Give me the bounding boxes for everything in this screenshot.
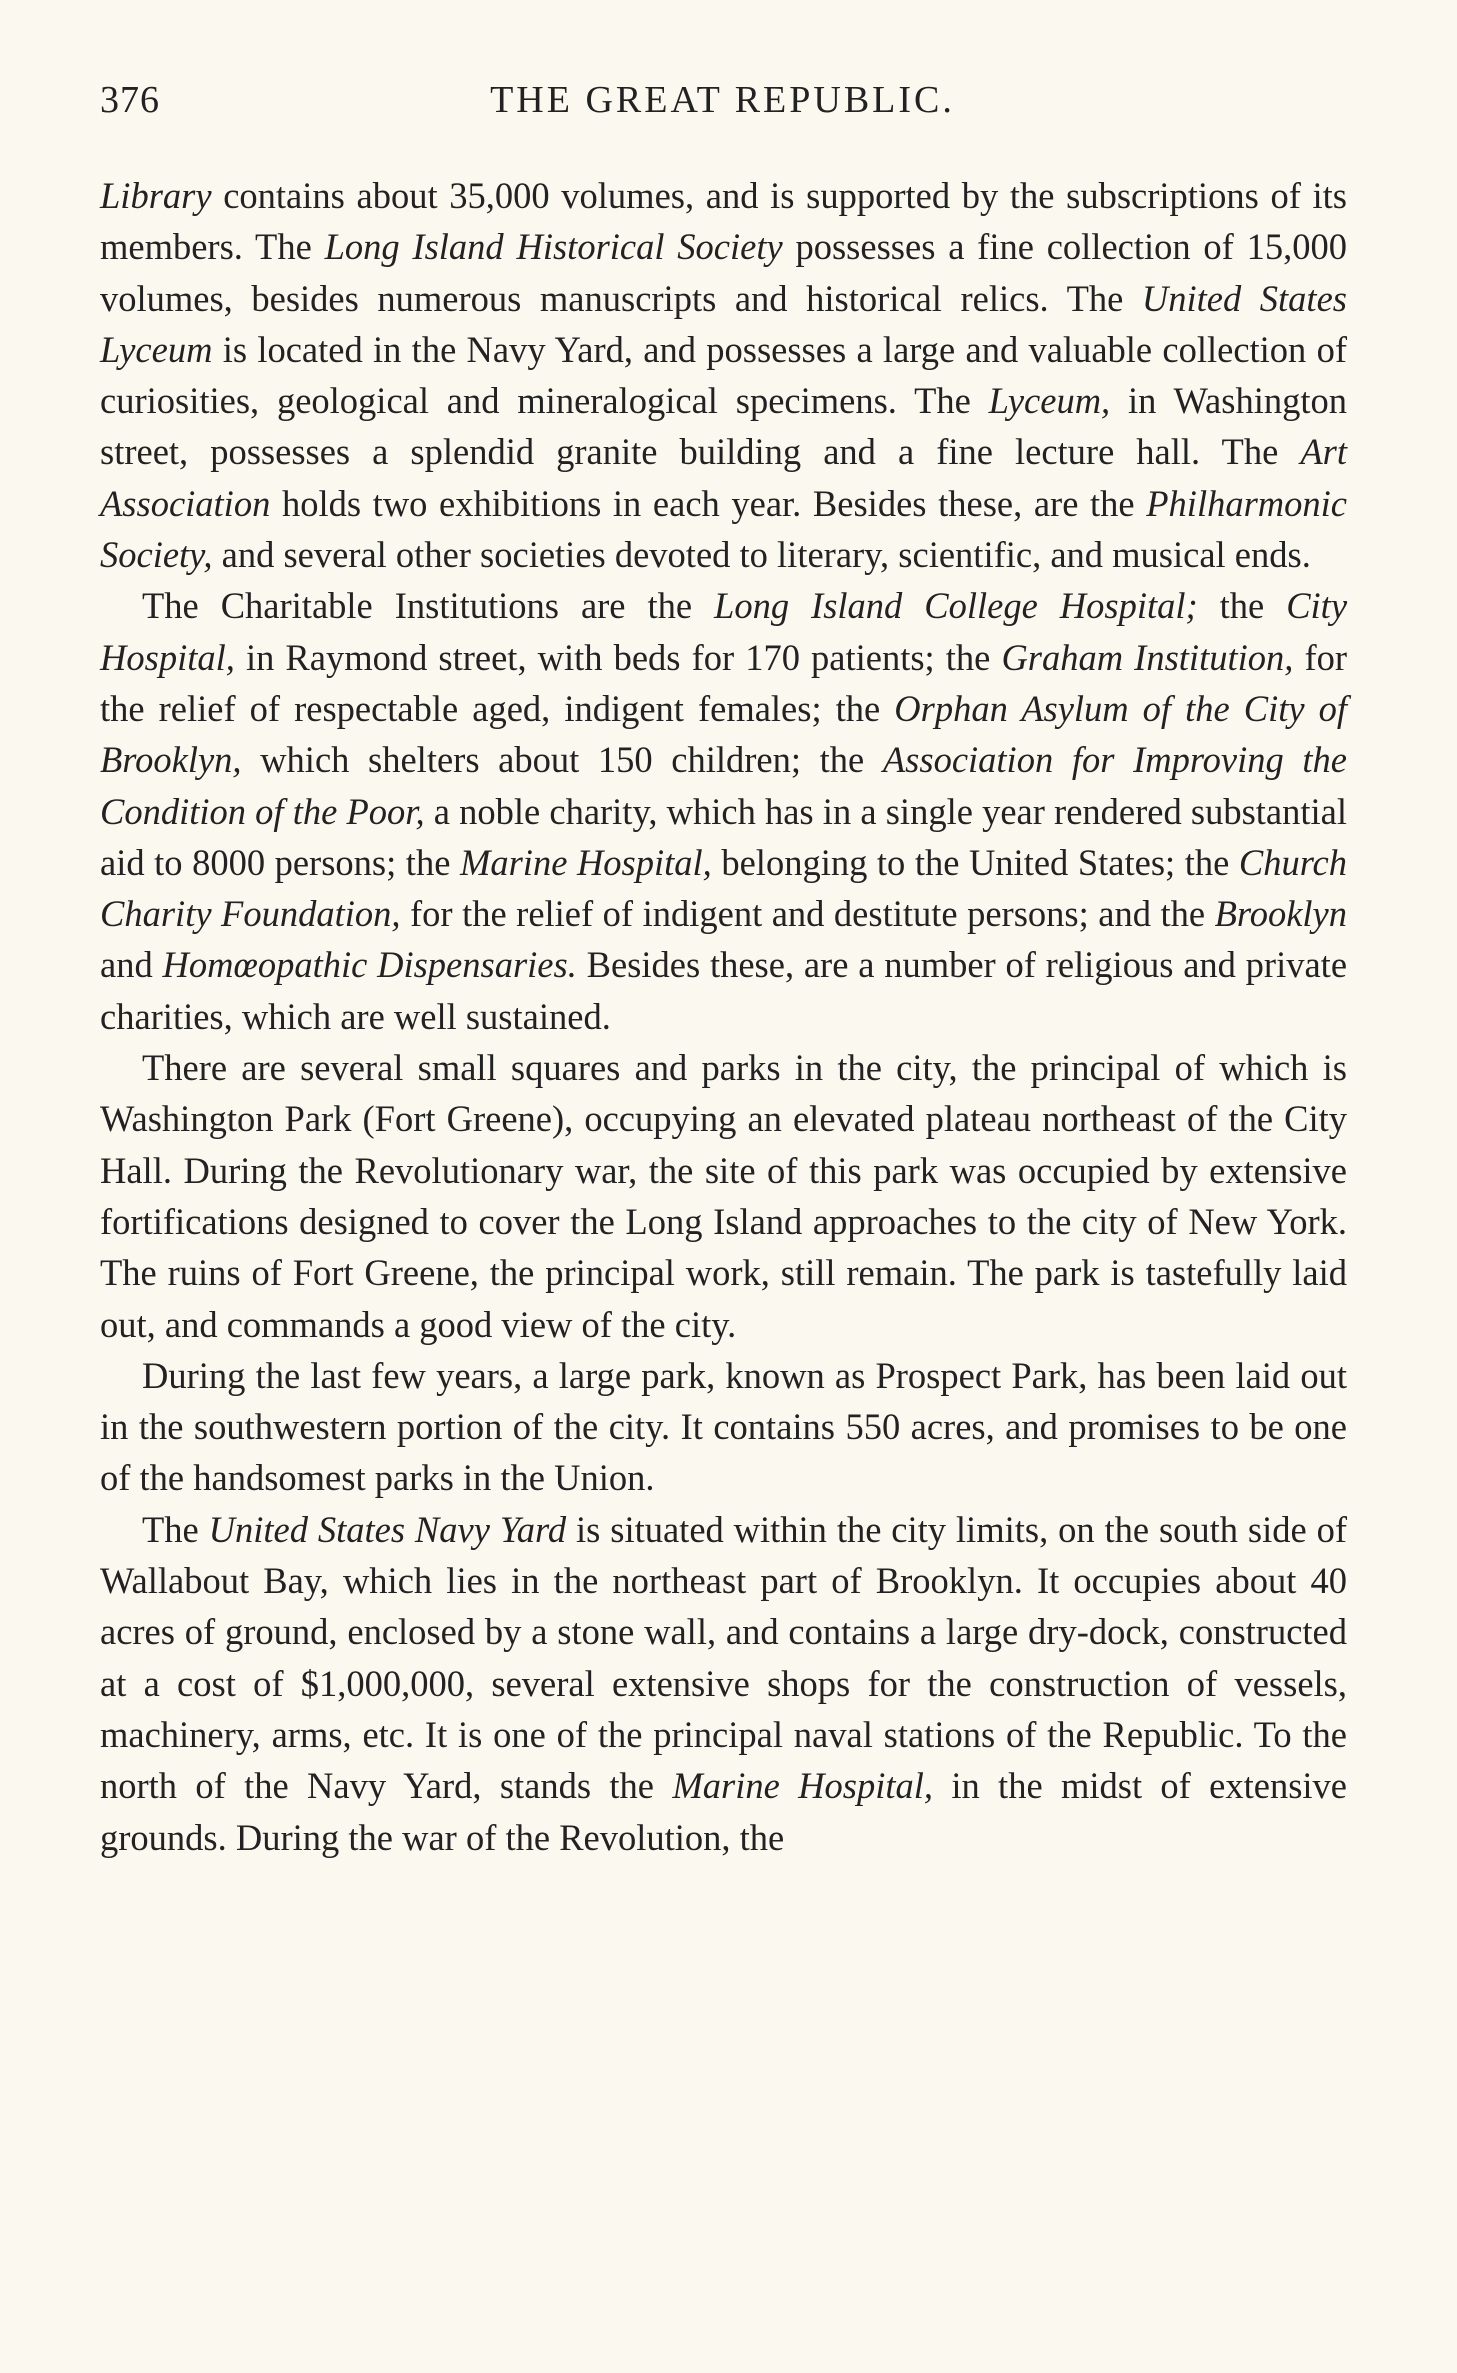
italic-text-run: Orphan Asylum of the City of Brooklyn, [100, 687, 1347, 781]
page-number: 376 [100, 79, 160, 121]
italic-text-run: Marine Hospital, [459, 841, 712, 883]
italic-text-run: United States Lyceum [100, 277, 1347, 370]
italic-text-run: Lyceum, [988, 380, 1111, 422]
paragraph-navy-yard [100, 1504, 1347, 1863]
text-run: in Raymond street, with beds for 170 patients; the [234, 636, 1002, 678]
italic-text-run: Long Island College Hospital; [714, 585, 1198, 627]
text-run: a noble charity, which has in a single year rendered substantial aid to 8000 persons; the [100, 790, 1347, 883]
text-run: possesses a fine collection of 15,000 volumes, besides numerous manuscripts and historical relics. The [100, 226, 1347, 319]
italic-text-run: Marine Hospital, [672, 1765, 933, 1807]
text-run: in the midst of extensive grounds. During the war of the Revolution, the [100, 1765, 1348, 1858]
paragraph-parks [100, 1042, 1347, 1350]
text-run: Besides these, are a number of religious and private charities, which are well sustained. [100, 944, 1348, 1037]
italic-text-run: Church Charity Foundation, [100, 841, 1347, 935]
italic-text-run: Philharmonic Society, [100, 482, 1347, 576]
text-run: holds two exhibitions in each year. Besides these, are the [270, 482, 1147, 524]
text-run: and [100, 944, 163, 986]
paragraph-charitable-institutions [100, 580, 1347, 1042]
text-run: for the relief of respectable aged, indigent females; the [100, 636, 1348, 729]
paragraph-libraries [100, 170, 1347, 580]
text-run: There are several small squares and parks in the city, the principal of which is Washington Park (Fort Greene), occupying an elevated plateau northeast of the City Hall. During the Revolutionary war, the site of this park was occupied by extensive fortifications designed to cover the Long Island approaches to the city of New York. The ruins of Fort Greene, the principal work, still remain. The park is tastefully laid out, and commands a good view of the city. [100, 1047, 1347, 1345]
italic-text-run: Association for Improving the Condition of the Poor, [100, 739, 1347, 832]
body-text [100, 170, 1347, 1863]
text-run: is situated within the city limits, on the south side of Wallabout Bay, which lies in the northeast part of Brooklyn. It occupies about 40 acres of ground, enclosed by a stone wall, and contains a large dry-dock, constructed at a cost of $1,000,000, several extensive shops for the construction of vessels, machinery, arms, etc. It is one of the principal naval stations of the Republic. To the north of the Navy Yard, stands the [100, 1508, 1348, 1807]
text-run: The [142, 1508, 209, 1550]
italic-text-run: Homœopathic Dispensaries. [162, 944, 577, 986]
italic-text-run: City Hospital, [100, 585, 1348, 678]
italic-text-run: Long Island Historical Society [324, 226, 783, 268]
text-run: During the last few years, a large park, known as Prospect Park, has been laid out in the southwestern portion of the city. It contains 550 acres, and promises to be one of the handsomest parks in the Union. [100, 1354, 1347, 1499]
text-run: belonging to the United States; the [711, 841, 1239, 883]
text-run: is located in the Navy Yard, and possesses a large and valuable collection of curiosities, geological and mineralogical specimens. The [100, 328, 1347, 422]
running-title: THE GREAT REPUBLIC. [490, 79, 955, 121]
italic-text-run: Brooklyn [1214, 893, 1347, 935]
page-header [100, 78, 1345, 138]
text-run: The Charitable Institutions are the [142, 585, 715, 627]
text-run: and several other societies devoted to literary, scientific, and musical ends. [212, 534, 1311, 576]
italic-text-run: United States Navy Yard [208, 1508, 567, 1550]
text-run: for the relief of indigent and destitute persons; and the [400, 893, 1215, 935]
italic-text-run: Library [100, 175, 212, 216]
text-run: which shelters about 150 children; the [241, 739, 883, 781]
paragraph-prospect-park [100, 1350, 1347, 1504]
italic-text-run: Art Association [100, 431, 1347, 524]
text-run: contains about 35,000 volumes, and is supported by the subscriptions of its members. The [100, 175, 1347, 268]
text-run: in Washington street, possesses a splendid granite building and a fine lecture hall. The [100, 380, 1347, 473]
text-run: the [1197, 585, 1287, 627]
italic-text-run: Graham Institution, [1001, 636, 1294, 678]
